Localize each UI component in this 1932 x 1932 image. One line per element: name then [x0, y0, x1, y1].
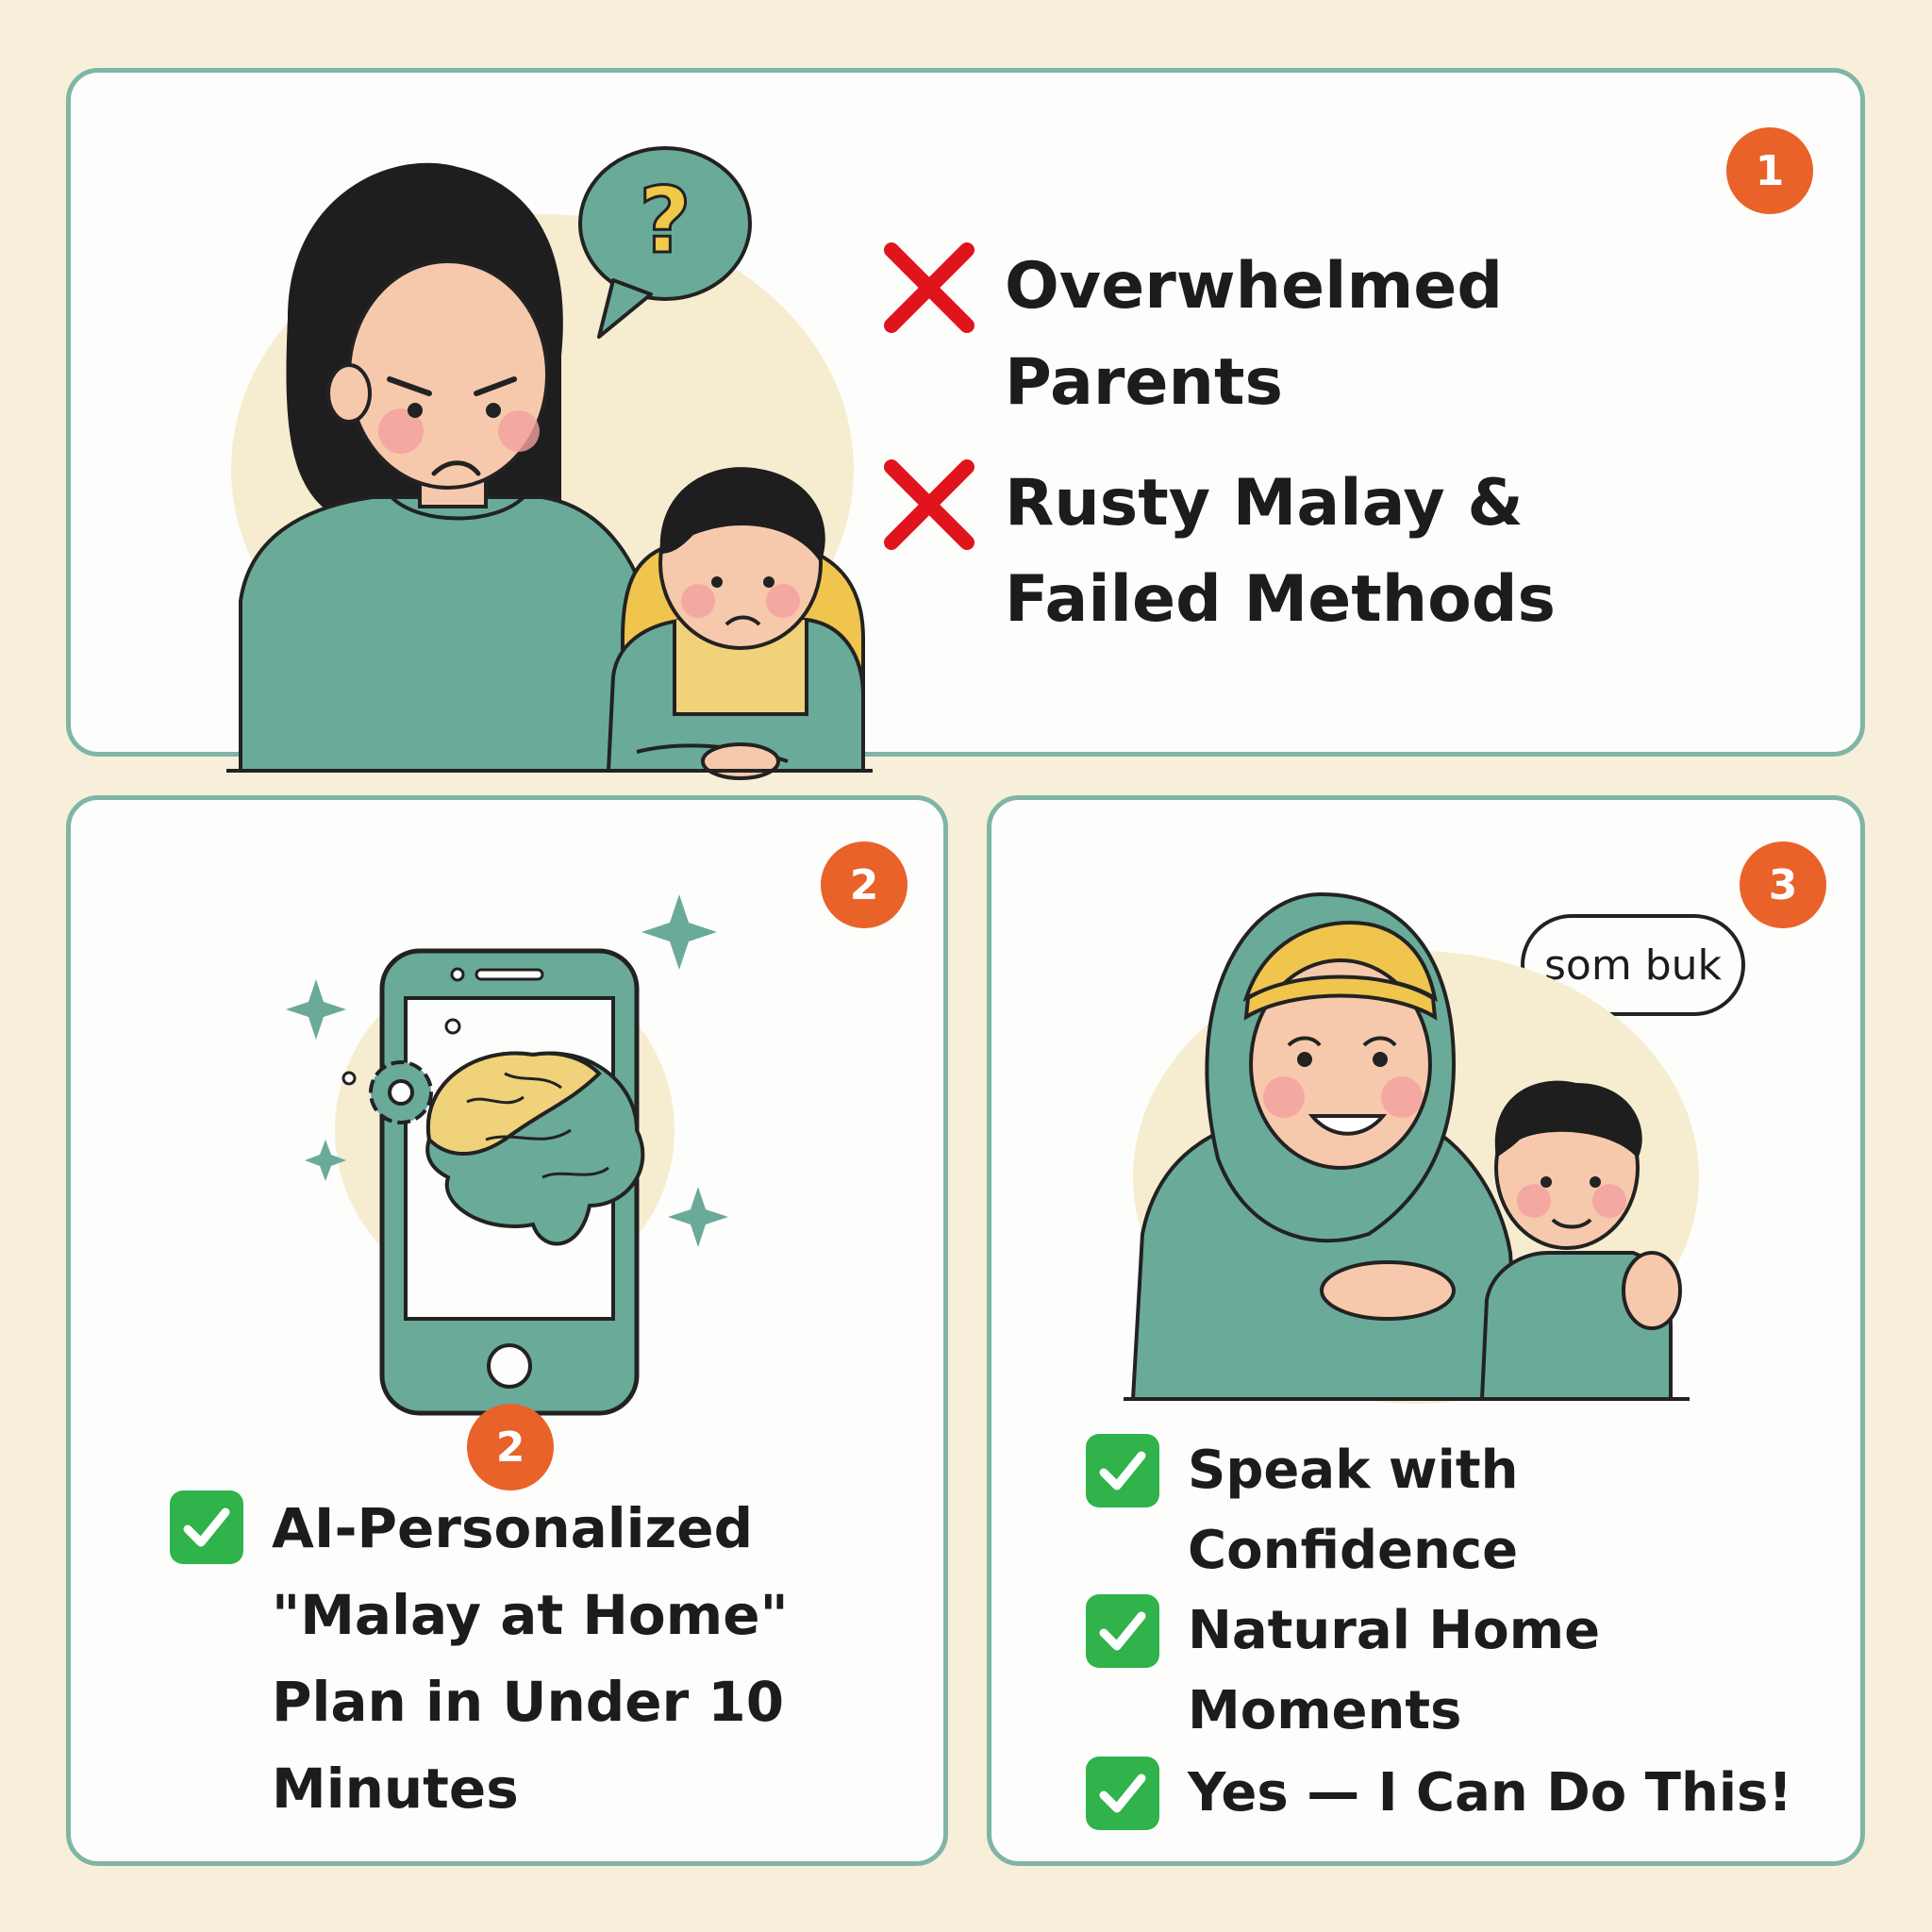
step-badge-3: 3 — [1740, 841, 1826, 928]
solution-text-ai-plan: AI-Personalized "Malay at Home" Plan in Under 10 Minutes — [272, 1496, 789, 1821]
phone-brain-illustration — [259, 857, 788, 1385]
svg-text:?: ? — [639, 168, 691, 274]
gear-icon — [371, 1062, 431, 1123]
panel-ai-plan — [66, 795, 948, 1866]
check-icon — [1086, 1757, 1159, 1830]
step-badge-2: 2 — [821, 841, 908, 928]
problem-item-2 — [882, 456, 1556, 648]
benefit-text-speak-confidence: Speak with Confidence — [1188, 1440, 1519, 1581]
benefit-item-2 — [1086, 1591, 1600, 1751]
check-icon — [170, 1491, 243, 1564]
benefit-item-1 — [1086, 1430, 1519, 1591]
step-badge-2-secondary: 2 — [467, 1404, 554, 1491]
benefit-text-yes-i-can: Yes — I Can Do This! — [1188, 1762, 1792, 1824]
check-icon — [1086, 1434, 1159, 1507]
cross-icon — [882, 458, 976, 552]
solution-item-ai-plan — [170, 1485, 789, 1832]
problem-item-1 — [882, 239, 1503, 431]
step-badge-1: 1 — [1726, 127, 1813, 214]
panel-speak-confidence — [987, 795, 1865, 1866]
speech-bubble-text: som buk — [1544, 941, 1722, 990]
benefit-item-3 — [1086, 1753, 1792, 1833]
benefit-text-natural-moments: Natural Home Moments — [1188, 1600, 1601, 1741]
problem-text-overwhelmed-parents: Overwhelmed Parents — [1005, 249, 1504, 420]
problem-text-rusty-malay: Rusty Malay & Failed Methods — [1005, 466, 1557, 637]
panel-overwhelmed-parents — [66, 68, 1865, 757]
frustrated-parent-child-illustration — [146, 110, 920, 724]
check-icon — [1086, 1594, 1159, 1668]
happy-parent-child-illustration — [1105, 857, 1690, 1404]
cross-icon — [882, 241, 976, 335]
